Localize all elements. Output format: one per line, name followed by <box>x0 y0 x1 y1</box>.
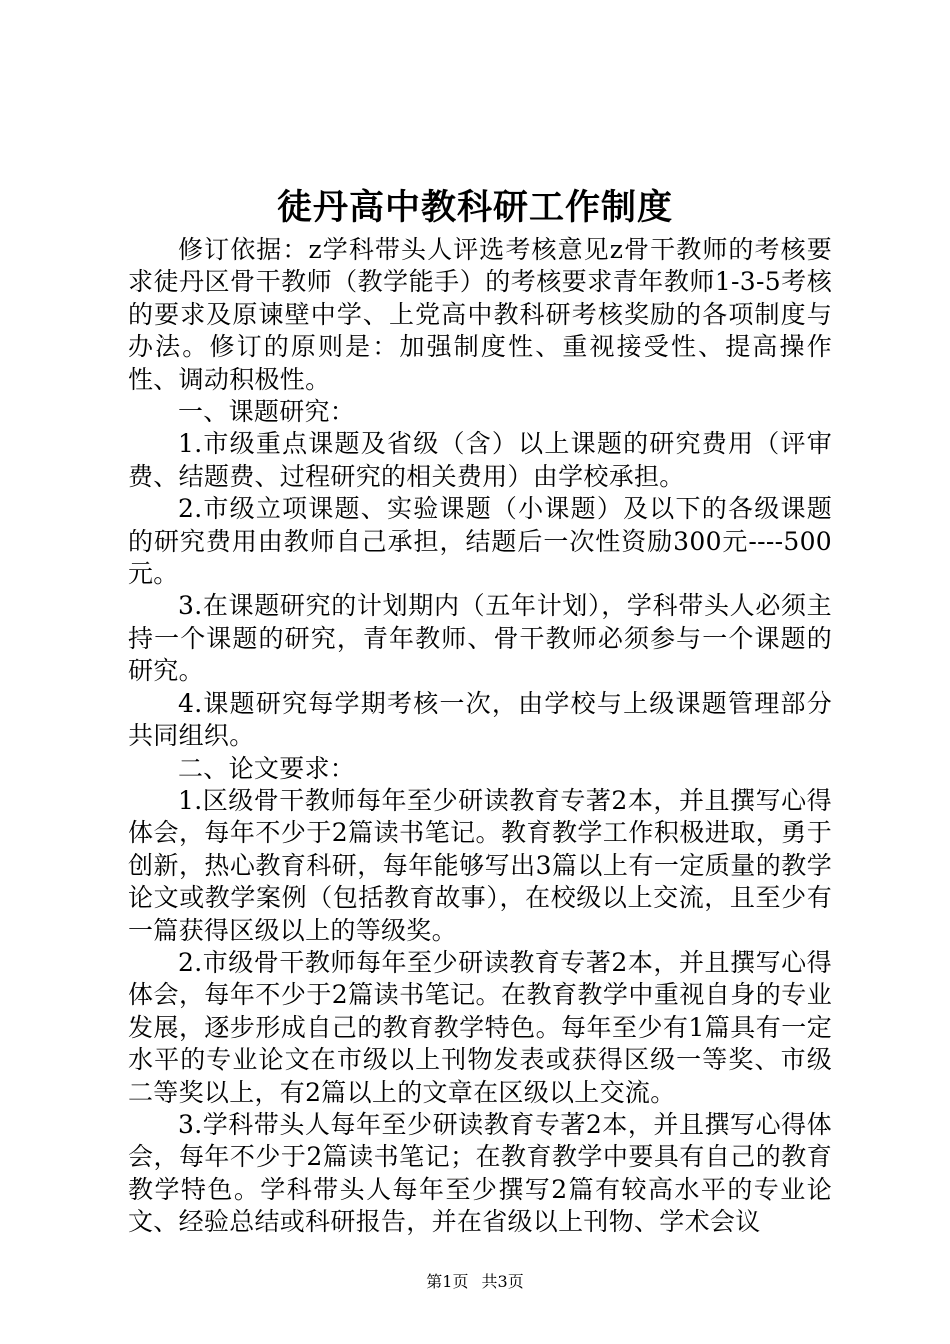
page-total: 共3页 <box>481 1272 524 1291</box>
page-footer <box>0 1272 950 1292</box>
document-title: 徒丹高中教科研工作制度 <box>276 187 673 228</box>
document-body <box>128 234 832 1239</box>
paragraph-basis: 修订依据：z学科带头人评选考核意见z骨干教师的考核要求徒丹区骨干教师（教学能手）的考核要求青年教师1-3-5考核的要求及原谏壁中学、上党高中教科研考核奖励的各项制度与办法。修订的原则是：加强制度性、重视接受性、提高操作性、调动积极性。 <box>128 235 832 394</box>
paragraph-papers-2: 2.市级骨干教师每年至少研读教育专著2本，并且撰写心得体会，每年不少于2篇读书笔记。在教育教学中重视自身的专业发展，逐步形成自己的教育教学特色。每年至少有1篇具有一定水平的专业论文在市级以上刊物发表或获得区级一等奖、市级二等奖以上，有2篇以上的文章在区级以上交流。 <box>128 947 832 1107</box>
paragraph-research-1: 1.市级重点课题及省级（含）以上课题的研究费用（评审费、结题费、过程研究的相关费用）由学校承担。 <box>128 429 832 491</box>
section-heading-papers: 二、论文要求： <box>178 753 356 783</box>
paragraph-research-3: 3.在课题研究的计划期内（五年计划），学科带头人必须主持一个课题的研究，青年教师、骨干教师必须参与一个课题的研究。 <box>128 591 832 686</box>
paragraph-papers-1: 1.区级骨干教师每年至少研读教育专著2本，并且撰写心得体会，每年不少于2篇读书笔记。教育教学工作积极进取，勇于创新，热心教育科研，每年能够写出3篇以上有一定质量的教学论文或教学案例（包括教育故事），在校级以上交流，且至少有一篇获得区级以上的等级奖。 <box>128 785 832 945</box>
section-heading-research: 一、课题研究： <box>178 397 356 427</box>
paragraph-research-2: 2.市级立项课题、实验课题（小课题）及以下的各级课题的研究费用由教师自己承担，结题后一次性资励300元----500元。 <box>128 494 832 589</box>
page-number: 第1页 <box>426 1272 469 1291</box>
paragraph-papers-3: 3.学科带头人每年至少研读教育专著2本，并且撰写心得体会，每年不少于2篇读书笔记；在教育教学中要具有自己的教育教学特色。学科带头人每年至少撰写2篇有较高水平的专业论文、经验总结或科研报告，并在省级以上刊物、学术会议 <box>128 1109 832 1237</box>
paragraph-research-4: 4.课题研究每学期考核一次，由学校与上级课题管理部分共同组织。 <box>128 688 832 751</box>
